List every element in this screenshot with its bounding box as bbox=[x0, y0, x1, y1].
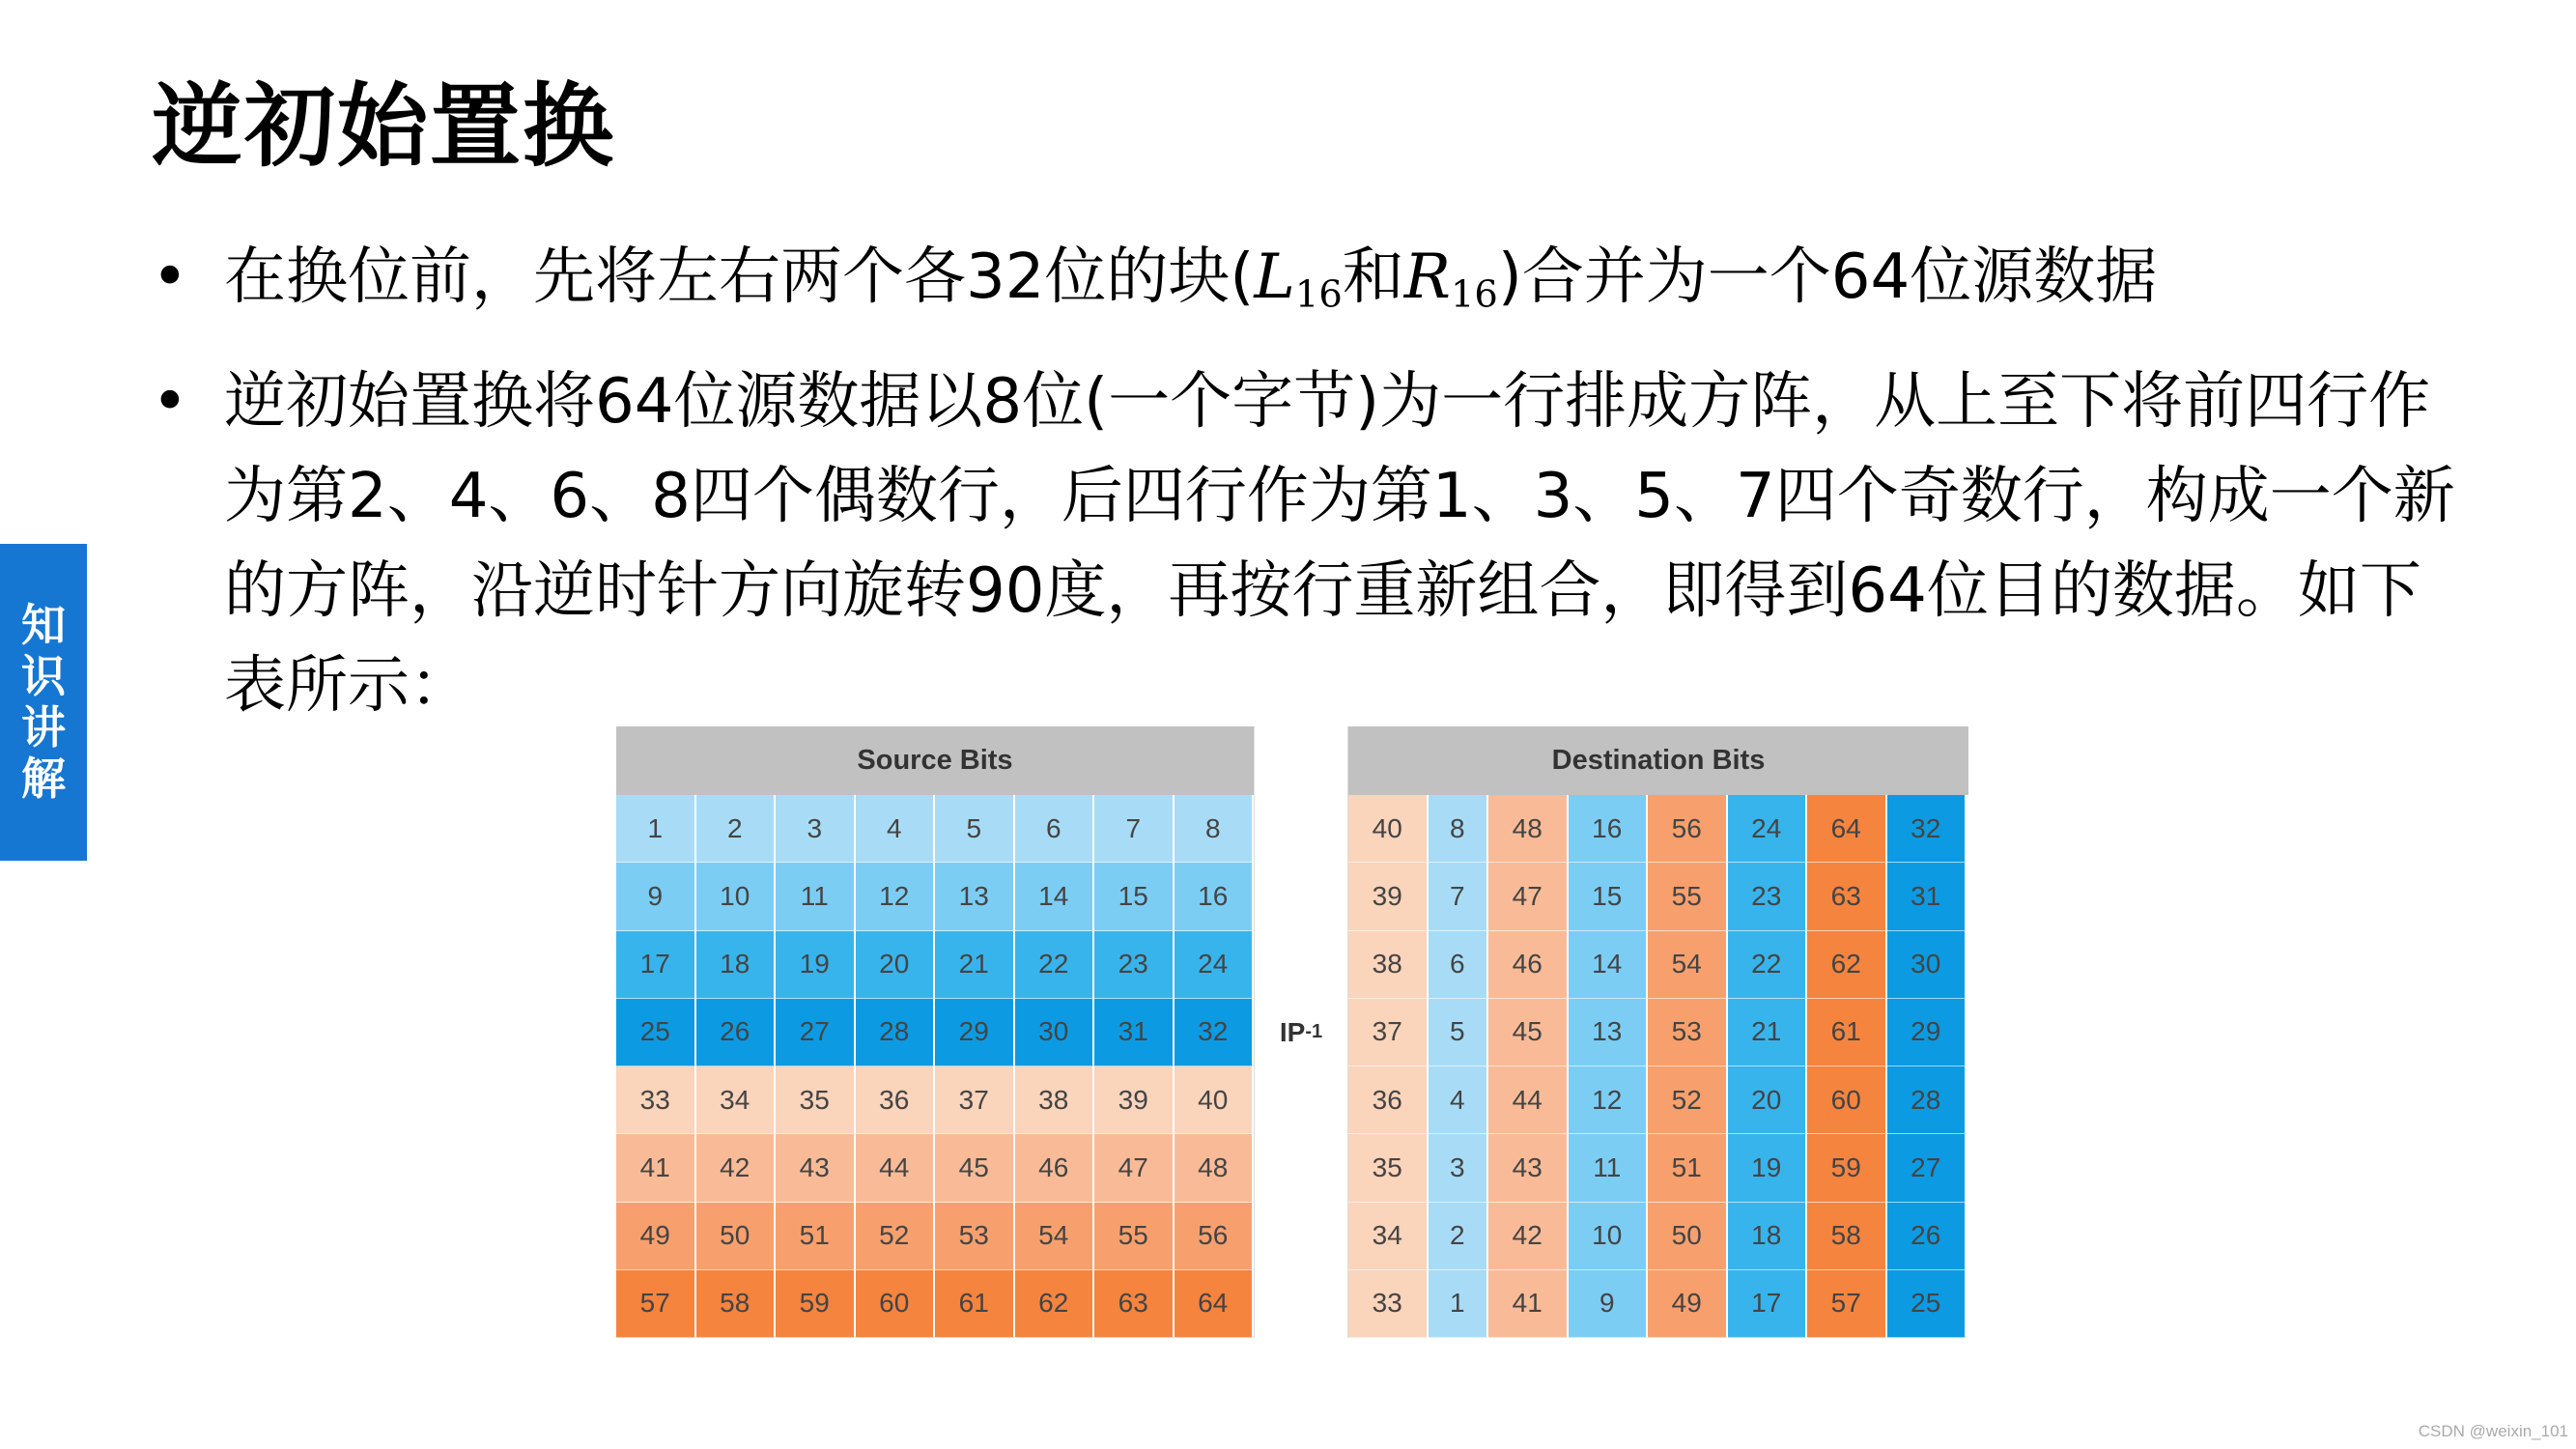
destination-bit-cell: 61 bbox=[1807, 999, 1887, 1066]
source-bit-cell: 13 bbox=[935, 863, 1015, 930]
destination-bit-cell: 14 bbox=[1569, 931, 1649, 999]
destination-bit-cell: 15 bbox=[1569, 863, 1649, 930]
destination-bit-cell: 62 bbox=[1807, 931, 1887, 999]
destination-bit-cell: 57 bbox=[1807, 1270, 1887, 1338]
source-bit-cell: 62 bbox=[1015, 1270, 1095, 1338]
bullet-list bbox=[152, 230, 2470, 745]
source-bit-cell: 64 bbox=[1175, 1270, 1255, 1338]
source-bit-cell: 5 bbox=[935, 795, 1015, 863]
destination-bit-cell: 16 bbox=[1569, 795, 1649, 863]
destination-bit-cell: 29 bbox=[1887, 999, 1967, 1066]
source-bit-cell: 26 bbox=[696, 999, 777, 1066]
page-title: 逆初始置换 bbox=[152, 74, 616, 180]
destination-bit-cell: 32 bbox=[1887, 795, 1967, 863]
source-bit-cell: 37 bbox=[935, 1066, 1015, 1134]
source-bit-cell: 45 bbox=[935, 1134, 1015, 1202]
destination-bit-cell: 40 bbox=[1348, 795, 1429, 863]
source-bit-cell: 50 bbox=[696, 1203, 777, 1270]
destination-bit-cell: 12 bbox=[1569, 1066, 1649, 1134]
destination-bit-cell: 55 bbox=[1648, 863, 1728, 930]
source-bit-cell: 52 bbox=[856, 1203, 936, 1270]
destination-bit-cell: 45 bbox=[1488, 999, 1569, 1066]
destination-bit-cell: 30 bbox=[1887, 931, 1967, 999]
bullet-1-text-end: )合并为一个64位源数据 bbox=[1497, 242, 2158, 313]
source-bit-cell: 33 bbox=[616, 1066, 696, 1134]
side-tab-char: 识 bbox=[21, 650, 66, 702]
destination-bit-cell: 39 bbox=[1348, 863, 1429, 930]
source-bit-cell: 20 bbox=[856, 931, 936, 999]
destination-bit-cell: 8 bbox=[1429, 795, 1489, 863]
source-bit-cell: 40 bbox=[1175, 1066, 1255, 1134]
destination-bit-cell: 22 bbox=[1728, 931, 1808, 999]
source-bits-panel bbox=[616, 726, 1254, 1338]
watermark: CSDN @weixin_101 bbox=[2418, 1422, 2568, 1440]
destination-bit-cell: 43 bbox=[1488, 1134, 1569, 1202]
destination-bit-cell: 58 bbox=[1807, 1203, 1887, 1270]
bullet-dot: • bbox=[152, 365, 188, 438]
math-l16 bbox=[1254, 242, 1343, 317]
destination-bit-cell: 23 bbox=[1728, 863, 1808, 930]
source-bit-cell: 23 bbox=[1094, 931, 1175, 999]
source-bits-grid bbox=[616, 795, 1254, 1338]
source-bit-cell: 44 bbox=[856, 1134, 936, 1202]
source-bit-cell: 7 bbox=[1094, 795, 1175, 863]
destination-bit-cell: 63 bbox=[1807, 863, 1887, 930]
source-bit-cell: 61 bbox=[935, 1270, 1015, 1338]
source-bit-cell: 10 bbox=[696, 863, 777, 930]
source-bit-cell: 4 bbox=[856, 795, 936, 863]
source-bit-cell: 1 bbox=[616, 795, 696, 863]
destination-bit-cell: 20 bbox=[1728, 1066, 1808, 1134]
source-bit-cell: 31 bbox=[1094, 999, 1175, 1066]
bullet-1-conjunction: 和 bbox=[1342, 242, 1404, 313]
bullet-2-text: 逆初始置换将64位源数据以8位(一个字节)为一行排成方阵，从上至下将前四行作为第2、4、6、8四个偶数行，后四行作为第1、3、5、7四个奇数行，构成一个新的方阵，沿逆时针方向旋转90度，再按行重新组合，即得到64位目的数据。如下表所示： bbox=[224, 365, 2455, 722]
destination-bits-header: Destination Bits bbox=[1348, 726, 1968, 795]
source-bit-cell: 16 bbox=[1175, 863, 1255, 930]
destination-bit-cell: 26 bbox=[1887, 1203, 1967, 1270]
source-bit-cell: 32 bbox=[1175, 999, 1255, 1066]
source-bit-cell: 57 bbox=[616, 1270, 696, 1338]
source-bit-cell: 54 bbox=[1015, 1203, 1095, 1270]
destination-bit-cell: 35 bbox=[1348, 1134, 1429, 1202]
destination-bit-cell: 51 bbox=[1648, 1134, 1728, 1202]
destination-bit-cell: 44 bbox=[1488, 1066, 1569, 1134]
source-bit-cell: 12 bbox=[856, 863, 936, 930]
destination-bit-cell: 18 bbox=[1728, 1203, 1808, 1270]
destination-bit-cell: 33 bbox=[1348, 1270, 1429, 1338]
destination-bits-grid bbox=[1348, 795, 1968, 1338]
source-bit-cell: 18 bbox=[696, 931, 777, 999]
destination-bit-cell: 6 bbox=[1429, 931, 1489, 999]
source-bit-cell: 2 bbox=[696, 795, 777, 863]
source-bit-cell: 36 bbox=[856, 1066, 936, 1134]
destination-bit-cell: 1 bbox=[1429, 1270, 1489, 1338]
destination-bit-cell: 7 bbox=[1429, 863, 1489, 930]
destination-bit-cell: 59 bbox=[1807, 1134, 1887, 1202]
source-bit-cell: 29 bbox=[935, 999, 1015, 1066]
destination-bit-cell: 17 bbox=[1728, 1270, 1808, 1338]
source-bit-cell: 6 bbox=[1015, 795, 1095, 863]
destination-bit-cell: 37 bbox=[1348, 999, 1429, 1066]
source-bit-cell: 28 bbox=[856, 999, 936, 1066]
destination-bit-cell: 21 bbox=[1728, 999, 1808, 1066]
destination-bit-cell: 41 bbox=[1488, 1270, 1569, 1338]
source-bit-cell: 39 bbox=[1094, 1066, 1175, 1134]
source-bit-cell: 48 bbox=[1175, 1134, 1255, 1202]
source-bit-cell: 60 bbox=[856, 1270, 936, 1338]
source-bit-cell: 41 bbox=[616, 1134, 696, 1202]
source-bit-cell: 11 bbox=[776, 863, 856, 930]
destination-bit-cell: 42 bbox=[1488, 1203, 1569, 1270]
math-r-symbol: R bbox=[1403, 242, 1451, 313]
source-bits-header: Source Bits bbox=[616, 726, 1254, 795]
destination-bit-cell: 46 bbox=[1488, 931, 1569, 999]
side-tab-char: 解 bbox=[21, 753, 66, 805]
source-bit-cell: 42 bbox=[696, 1134, 777, 1202]
destination-bit-cell: 53 bbox=[1648, 999, 1728, 1066]
source-bit-cell: 58 bbox=[696, 1270, 777, 1338]
destination-bit-cell: 50 bbox=[1648, 1203, 1728, 1270]
bullet-dot: • bbox=[152, 242, 188, 313]
destination-bit-cell: 2 bbox=[1429, 1203, 1489, 1270]
destination-bit-cell: 38 bbox=[1348, 931, 1429, 999]
side-tab-char: 讲 bbox=[21, 701, 66, 753]
destination-bit-cell: 24 bbox=[1728, 795, 1808, 863]
source-bit-cell: 3 bbox=[776, 795, 856, 863]
source-bit-cell: 27 bbox=[776, 999, 856, 1066]
math-r-subscript: 16 bbox=[1450, 272, 1498, 317]
source-bit-cell: 55 bbox=[1094, 1203, 1175, 1270]
source-bit-cell: 34 bbox=[696, 1066, 777, 1134]
destination-bit-cell: 27 bbox=[1887, 1134, 1967, 1202]
destination-bit-cell: 3 bbox=[1429, 1134, 1489, 1202]
destination-bits-panel bbox=[1348, 726, 1968, 1338]
math-r16 bbox=[1403, 242, 1498, 317]
ip-label-text: IP bbox=[1279, 1016, 1306, 1047]
destination-bit-cell: 28 bbox=[1887, 1066, 1967, 1134]
destination-bit-cell: 49 bbox=[1648, 1270, 1728, 1338]
destination-bit-cell: 52 bbox=[1648, 1066, 1728, 1134]
source-bit-cell: 9 bbox=[616, 863, 696, 930]
destination-bit-cell: 56 bbox=[1648, 795, 1728, 863]
source-bit-cell: 43 bbox=[776, 1134, 856, 1202]
destination-bit-cell: 19 bbox=[1728, 1134, 1808, 1202]
destination-bit-cell: 4 bbox=[1429, 1066, 1489, 1134]
destination-bit-cell: 60 bbox=[1807, 1066, 1887, 1134]
source-bit-cell: 25 bbox=[616, 999, 696, 1066]
source-bit-cell: 56 bbox=[1175, 1203, 1255, 1270]
destination-bit-cell: 34 bbox=[1348, 1203, 1429, 1270]
destination-bit-cell: 10 bbox=[1569, 1203, 1649, 1270]
source-bit-cell: 15 bbox=[1094, 863, 1175, 930]
ip-inverse-label bbox=[1254, 726, 1348, 1338]
source-bit-cell: 30 bbox=[1015, 999, 1095, 1066]
math-l-symbol: L bbox=[1254, 242, 1295, 313]
destination-bit-cell: 36 bbox=[1348, 1066, 1429, 1134]
source-bit-cell: 35 bbox=[776, 1066, 856, 1134]
source-bit-cell: 21 bbox=[935, 931, 1015, 999]
ip-label-superscript: -1 bbox=[1305, 1021, 1323, 1042]
destination-bit-cell: 47 bbox=[1488, 863, 1569, 930]
destination-bit-cell: 25 bbox=[1887, 1270, 1967, 1338]
source-bit-cell: 24 bbox=[1175, 931, 1255, 999]
source-bit-cell: 17 bbox=[616, 931, 696, 999]
source-bit-cell: 38 bbox=[1015, 1066, 1095, 1134]
math-l-subscript: 16 bbox=[1294, 272, 1343, 317]
destination-bit-cell: 48 bbox=[1488, 795, 1569, 863]
source-bit-cell: 51 bbox=[776, 1203, 856, 1270]
section-tab-knowledge bbox=[0, 544, 87, 861]
destination-bit-cell: 5 bbox=[1429, 999, 1489, 1066]
source-bit-cell: 22 bbox=[1015, 931, 1095, 999]
destination-bit-cell: 54 bbox=[1648, 931, 1728, 999]
destination-bit-cell: 13 bbox=[1569, 999, 1649, 1066]
source-bit-cell: 53 bbox=[935, 1203, 1015, 1270]
source-bit-cell: 47 bbox=[1094, 1134, 1175, 1202]
source-bit-cell: 59 bbox=[776, 1270, 856, 1338]
source-bit-cell: 46 bbox=[1015, 1134, 1095, 1202]
source-bit-cell: 14 bbox=[1015, 863, 1095, 930]
bullet-item-1 bbox=[152, 230, 2470, 343]
destination-bit-cell: 31 bbox=[1887, 863, 1967, 930]
permutation-table bbox=[616, 726, 1968, 1338]
destination-bit-cell: 64 bbox=[1807, 795, 1887, 863]
source-bit-cell: 63 bbox=[1094, 1270, 1175, 1338]
side-tab-char: 知 bbox=[21, 599, 66, 651]
source-bit-cell: 8 bbox=[1175, 795, 1255, 863]
destination-bit-cell: 11 bbox=[1569, 1134, 1649, 1202]
source-bit-cell: 19 bbox=[776, 931, 856, 999]
destination-bit-cell: 9 bbox=[1569, 1270, 1649, 1338]
source-bit-cell: 49 bbox=[616, 1203, 696, 1270]
bullet-item-2 bbox=[152, 355, 2470, 733]
bullet-1-text-start: 在换位前，先将左右两个各32位的块( bbox=[224, 242, 1255, 313]
